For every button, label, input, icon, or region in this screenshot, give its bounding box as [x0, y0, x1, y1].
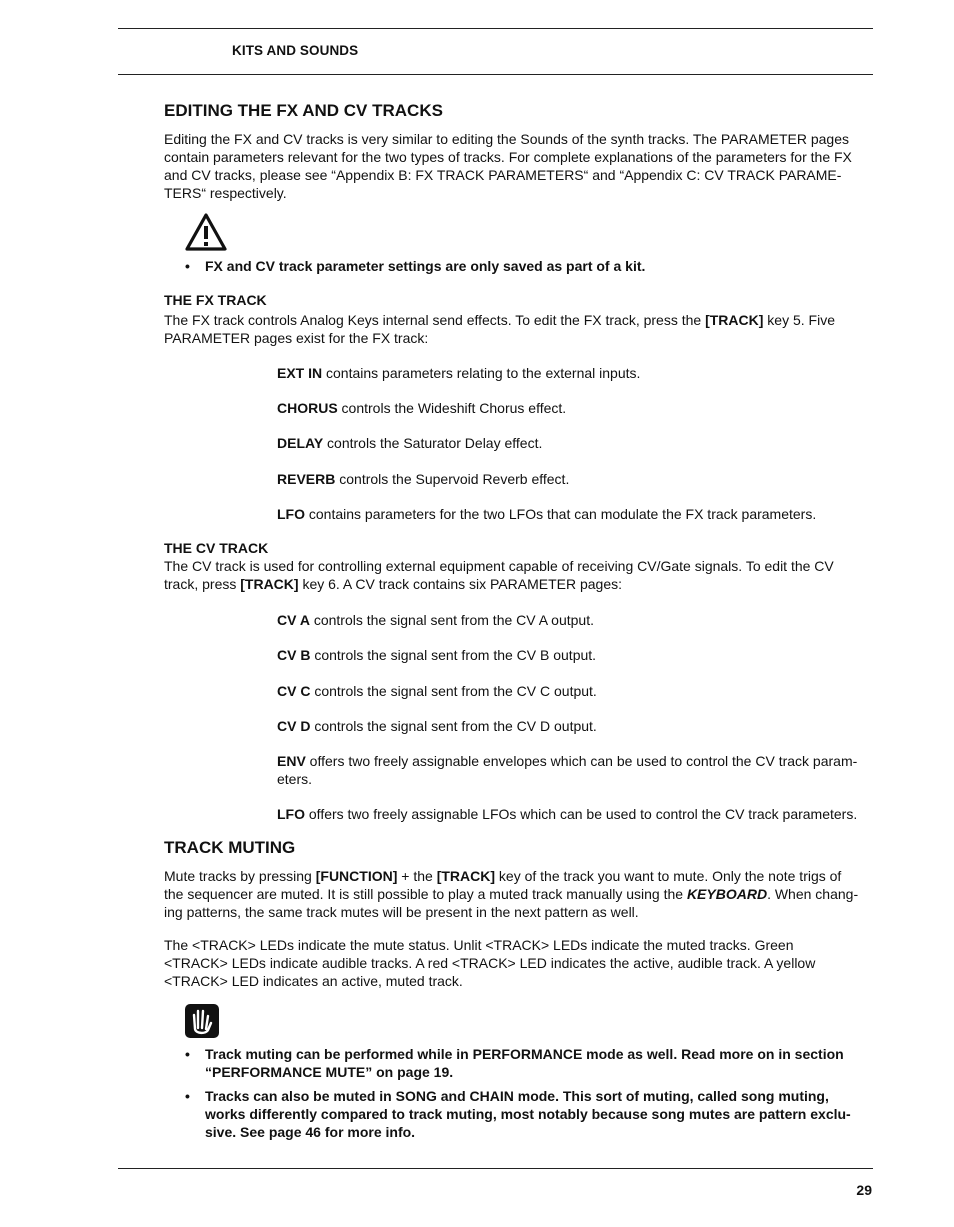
fx-intro [164, 311, 874, 347]
text-line: and CV tracks, please see “Appendix B: FX TRACK PARAMETERS“ and “Appendix C: CV TRACK PARAME- [164, 167, 842, 183]
section-title-muting: TRACK MUTING [164, 838, 296, 857]
cv-page-env [277, 752, 873, 788]
text-line: <TRACK> LED indicates an active, muted track. [164, 973, 463, 989]
text-line: TERS“ respectively. [164, 185, 287, 201]
text-line: PARAMETER pages exist for the FX track: [164, 330, 429, 346]
note-text: FX and CV track parameter settings are only saved as part of a kit. [205, 258, 646, 274]
subsection-title-fx: THE FX TRACK [164, 292, 267, 308]
text-line: The CV track is used for controlling external equipment capable of receiving CV/Gate signals. To edit the CV [164, 558, 834, 574]
page-number: 29 [856, 1182, 872, 1198]
text-line: The <TRACK> LEDs indicate the mute status. Unlit <TRACK> LEDs indicate the muted tracks. Green [164, 937, 794, 953]
text-line: Editing the FX and CV tracks is very similar to editing the Sounds of the synth tracks. The PARAMETER pages [164, 131, 850, 147]
cv-page-d: CV D controls the signal sent from the CV D output. [277, 718, 597, 734]
subsection-title-cv: THE CV TRACK [164, 540, 269, 556]
text-line: works differently compared to track muting, most notably because song mutes are pattern exclu- [205, 1106, 851, 1122]
text-line: the sequencer are muted. It is still possible to play a muted track manually using the KEYBOARD. When chang- [164, 886, 859, 902]
cv-page-a: CV A controls the signal sent from the CV A output. [277, 612, 594, 628]
fx-page-lfo: LFO contains parameters for the two LFOs that can modulate the FX track parameters. [277, 506, 817, 522]
fx-page-reverb: REVERB controls the Supervoid Reverb effect. [277, 471, 570, 487]
text-line: ENV offers two freely assignable envelopes which can be used to control the CV track param- [277, 753, 858, 769]
fx-page-delay: DELAY controls the Saturator Delay effect. [277, 435, 543, 451]
bullet-dot: • [185, 1088, 190, 1104]
key-track: [TRACK] [240, 576, 299, 592]
text-line: Tracks can also be muted in SONG and CHAIN mode. This sort of muting, called song muting, [205, 1088, 829, 1104]
muting-para-2 [164, 936, 874, 990]
text-line: “PERFORMANCE MUTE” on page 19. [205, 1064, 454, 1080]
cv-page-c: CV C controls the signal sent from the CV C output. [277, 683, 597, 699]
key-track: [TRACK] [705, 312, 764, 328]
fx-page-chorus: CHORUS controls the Wideshift Chorus effect. [277, 400, 567, 416]
section-title-editing: EDITING THE FX AND CV TRACKS [164, 101, 443, 120]
key-function: [FUNCTION] [315, 868, 398, 884]
text-line: ing patterns, the same track mutes will be present in the next pattern as well. [164, 904, 639, 920]
text-line: <TRACK> LEDs indicate audible tracks. A red <TRACK> LED indicates the active, audible track. A yellow [164, 955, 816, 971]
text-line: contain parameters relevant for the two types of tracks. For complete explanations of the parameters for the FX [164, 149, 852, 165]
key-track: [TRACK] [436, 868, 496, 884]
text-line: eters. [277, 771, 313, 787]
keyboard-term: KEYBOARD [686, 886, 768, 902]
hand-tip-icon [184, 1003, 220, 1043]
text-line: track, press [TRACK] key 6. A CV track contains six PARAMETER pages: [164, 576, 622, 592]
bullet-dot: • [185, 258, 190, 274]
warning-triangle-icon [184, 212, 228, 256]
bullet-dot: • [185, 1046, 190, 1062]
text-line: Mute tracks by pressing [FUNCTION] + the [TRACK] key of the track you want to mute. Only the note trigs of [164, 868, 842, 884]
text-line: Track muting can be performed while in PERFORMANCE mode as well. Read more on in section [205, 1046, 844, 1062]
text-line: The FX track controls Analog Keys internal send effects. To edit the FX track, press the [TRACK] key 5. Five [164, 312, 836, 328]
muting-para-1 [164, 867, 874, 921]
footer-rule [118, 1168, 873, 1169]
running-header: KITS AND SOUNDS [232, 43, 359, 58]
header-rule-top [118, 28, 873, 29]
tip-text [205, 1045, 873, 1081]
text-line: sive. See page 46 for more info. [205, 1124, 416, 1140]
tip-text [205, 1087, 873, 1141]
cv-intro [164, 557, 874, 593]
header-rule-bottom [118, 74, 873, 75]
editing-intro [164, 130, 874, 202]
fx-page-ext-in: EXT IN contains parameters relating to the external inputs. [277, 365, 641, 381]
cv-page-b: CV B controls the signal sent from the CV B output. [277, 647, 597, 663]
cv-page-lfo: LFO offers two freely assignable LFOs which can be used to control the CV track parameters. [277, 806, 858, 822]
